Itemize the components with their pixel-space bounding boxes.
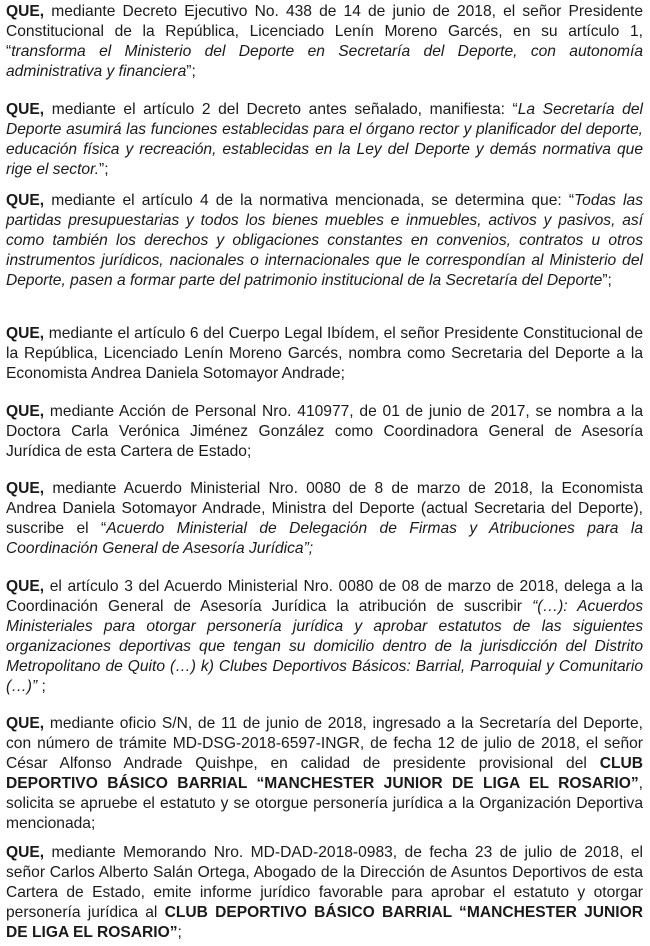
quoted-text: Todas las partidas presupuestarias y todos los bienes muebles e inmuebles, activos y pasivos, así como también los derechos y obligaciones constantes en convenios, contratos u otros instrumentos jurídicos, nacionales o internacionales que le correspondían al Ministerio del Deporte, pasen a formar parte del patrimonio institucional de la Secretaría del Deporte [6, 192, 643, 289]
paragraph-text: ”; [602, 272, 612, 289]
que-keyword: QUE, [6, 403, 45, 420]
paragraph-text: el artículo 3 del Acuerdo Ministerial Nro. 0080 de 08 de marzo de 2018, delega a la Coordinación General de Asesoría Jurídica la atribución de suscribir [6, 578, 643, 615]
quoted-text: transforma el Ministerio del Deporte en Secretaría del Deporte, con autonomía administrativa y financiera [6, 43, 643, 80]
paragraph-text: mediante el artículo 2 del Decreto antes señalado, manifiesta: “ [44, 101, 518, 118]
paragraph-accion-personal [6, 402, 643, 462]
paragraph-text: mediante Decreto Ejecutivo No. 438 de 14 de junio de 2018, el señor Presidente Constitucional de la República, Licenciado Lenín Moreno Garcés, en su artículo 1, “ [6, 3, 643, 60]
que-keyword: QUE, [6, 325, 45, 342]
paragraph-text: mediante Acuerdo Ministerial Nro. 0080 de 8 de marzo de 2018, la Economista Andrea Daniela Sotomayor Andrade, Ministra del Deporte (actual Secretaria del Deporte), suscribe el “ [6, 480, 643, 537]
que-keyword: QUE, [6, 192, 45, 209]
quoted-text: La Secretaría del Deporte asumirá las funciones establecidas para el órgano rector y planificador del deporte, educación física y recreación, establecidas en la Ley del Deporte y demás normativa que rige el sector. [6, 101, 643, 178]
paragraph-articulo-2 [6, 100, 643, 180]
paragraph-articulo-4 [6, 191, 643, 291]
paragraph-text: ; [177, 924, 182, 941]
que-keyword: QUE, [6, 578, 45, 595]
paragraph-text: mediante el artículo 4 de la normativa mencionada, se determina que: “ [44, 192, 575, 209]
paragraph-text: mediante el artículo 6 del Cuerpo Legal Ibídem, el señor Presidente Constitucional de la República, Licenciado Lenín Moreno Garcés, nombra como Secretaria del Deporte a la Economista Andrea Daniela Sotomayor Andrade; [6, 325, 643, 382]
paragraph-text: , solicita se apruebe el estatuto y se otorgue personería jurídica a la Organización Deportiva mencionada; [6, 775, 643, 832]
paragraph-oficio-sn [6, 714, 643, 834]
paragraph-decreto-438 [6, 2, 643, 82]
paragraph-text: ; [37, 678, 46, 695]
paragraph-acuerdo-0080 [6, 479, 643, 559]
que-keyword: QUE, [6, 3, 45, 20]
que-keyword: QUE, [6, 844, 45, 861]
paragraph-text: ”; [99, 161, 109, 178]
que-keyword: QUE, [6, 101, 45, 118]
paragraph-articulo-6 [6, 324, 643, 384]
paragraph-memorando [6, 843, 643, 943]
quoted-text: “(…): Acuerdos Ministeriales para otorgar personería jurídica y aprobar estatutos de las siguientes organizaciones deportivas que tengan su domicilio dentro de la jurisdicción del Distrito Metropolitano de Quito (…) k) Clubes Deportivos Básicos: Barrial, Parroquial y Comunitario (…)” [6, 598, 644, 695]
quoted-text: Acuerdo Ministerial de Delegación de Firmas y Atribuciones para la Coordinación General de Asesoría Jurídica”; [6, 520, 643, 557]
paragraph-text: mediante Acción de Personal Nro. 410977, de 01 de junio de 2017, se nombra a la Doctora Carla Verónica Jiménez González como Coordinadora General de Asesoría Jurídica de esta Cartera de Estado; [6, 403, 643, 460]
paragraph-text: mediante Memorando Nro. MD-DAD-2018-0983, de fecha 23 de julio de 2018, el señor Carlos Alberto Salán Ortega, Abogado de la Dirección de Asuntos Deportivos de esta Cartera de Estado, emite informe jurídico favorable para aprobar el estatuto y otorgar personería jurídica al [6, 844, 643, 921]
que-keyword: QUE, [6, 480, 45, 497]
paragraph-text: mediante oficio S/N, de 11 de junio de 2018, ingresado a la Secretaría del Deporte, con número de trámite MD-DSG-2018-6597-INGR, de fecha 12 de julio de 2018, el señor César Alfonso Andrade Quishpe, en calidad de presidente provisional del [6, 715, 643, 772]
club-name: CLUB DEPORTIVO BÁSICO BARRIAL “MANCHESTER JUNIOR DE LIGA EL ROSARIO” [6, 904, 643, 941]
paragraph-articulo-3-acuerdo [6, 577, 643, 697]
que-keyword: QUE, [6, 715, 45, 732]
paragraph-text: ”; [186, 63, 196, 80]
club-name: CLUB DEPORTIVO BÁSICO BARRIAL “MANCHESTER JUNIOR DE LIGA EL ROSARIO” [6, 755, 643, 792]
